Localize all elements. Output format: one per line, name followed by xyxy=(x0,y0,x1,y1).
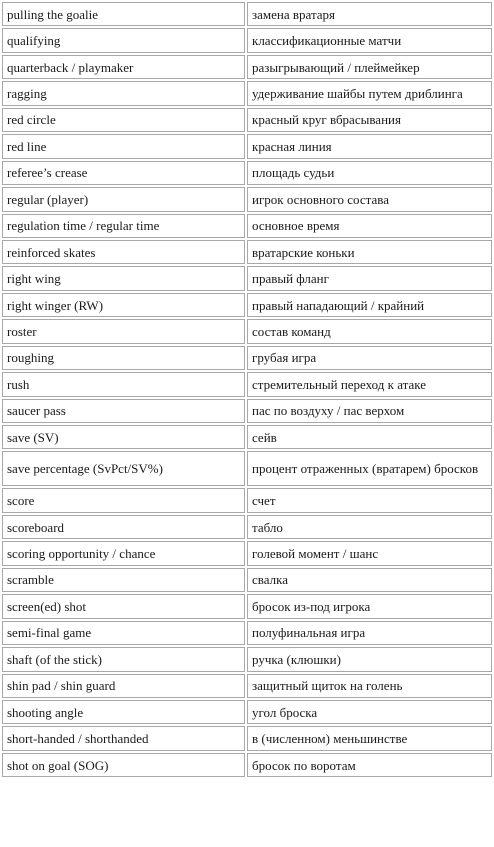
translation-cell: основное время xyxy=(247,214,492,238)
table-row xyxy=(2,319,492,343)
translation-cell: бросок по воротам xyxy=(247,753,492,777)
table-row xyxy=(2,568,492,592)
term-cell: reinforced skates xyxy=(2,240,245,264)
term-cell: referee’s crease xyxy=(2,161,245,185)
term-cell: short-handed / shorthanded xyxy=(2,726,245,750)
translation-cell: свалка xyxy=(247,568,492,592)
term-cell: shaft (of the stick) xyxy=(2,647,245,671)
translation-cell: игрок основного состава xyxy=(247,187,492,211)
translation-cell: угол броска xyxy=(247,700,492,724)
translation-cell: вратарские коньки xyxy=(247,240,492,264)
translation-cell: грубая игра xyxy=(247,346,492,370)
table-row xyxy=(2,541,492,565)
table-row xyxy=(2,240,492,264)
table-row xyxy=(2,346,492,370)
translation-cell: стремительный переход к атаке xyxy=(247,372,492,396)
table-row xyxy=(2,266,492,290)
term-cell: regular (player) xyxy=(2,187,245,211)
translation-cell: защитный щиток на голень xyxy=(247,674,492,698)
translation-cell: состав команд xyxy=(247,319,492,343)
translation-cell: бросок из-под игрока xyxy=(247,594,492,618)
translation-cell: ручка (клюшки) xyxy=(247,647,492,671)
term-cell: score xyxy=(2,488,245,512)
translation-cell: правый нападающий / крайний xyxy=(247,293,492,317)
term-cell: roster xyxy=(2,319,245,343)
translation-cell: площадь судьи xyxy=(247,161,492,185)
term-cell: pulling the goalie xyxy=(2,2,245,26)
table-row xyxy=(2,753,492,777)
term-cell: shot on goal (SOG) xyxy=(2,753,245,777)
table-row xyxy=(2,647,492,671)
term-cell: shin pad / shin guard xyxy=(2,674,245,698)
table-row xyxy=(2,134,492,158)
term-cell: save (SV) xyxy=(2,425,245,449)
term-cell: right winger (RW) xyxy=(2,293,245,317)
term-cell: saucer pass xyxy=(2,399,245,423)
translation-cell: разыгрывающий / плеймейкер xyxy=(247,55,492,79)
table-row xyxy=(2,161,492,185)
term-cell: quarterback / playmaker xyxy=(2,55,245,79)
term-cell: scoreboard xyxy=(2,515,245,539)
term-cell: scramble xyxy=(2,568,245,592)
term-cell: save percentage (SvPct/SV%) xyxy=(2,451,245,486)
translation-cell: пас по воздуху / пас верхом xyxy=(247,399,492,423)
table-row xyxy=(2,594,492,618)
term-cell: red circle xyxy=(2,108,245,132)
table-row xyxy=(2,28,492,52)
translation-cell: сейв xyxy=(247,425,492,449)
table-row xyxy=(2,55,492,79)
table-row xyxy=(2,451,492,486)
table-row xyxy=(2,700,492,724)
table-row xyxy=(2,293,492,317)
term-cell: roughing xyxy=(2,346,245,370)
translation-cell: полуфинальная игра xyxy=(247,621,492,645)
table-row xyxy=(2,488,492,512)
term-cell: right wing xyxy=(2,266,245,290)
translation-cell: классификационные матчи xyxy=(247,28,492,52)
table-row xyxy=(2,726,492,750)
table-row xyxy=(2,214,492,238)
table-row xyxy=(2,674,492,698)
table-row xyxy=(2,515,492,539)
translation-cell: в (численном) меньшинстве xyxy=(247,726,492,750)
term-cell: regulation time / regular time xyxy=(2,214,245,238)
translation-cell: красный круг вбрасывания xyxy=(247,108,492,132)
translation-cell: голевой момент / шанс xyxy=(247,541,492,565)
translation-cell: красная линия xyxy=(247,134,492,158)
term-cell: scoring opportunity / chance xyxy=(2,541,245,565)
translation-cell: замена вратаря xyxy=(247,2,492,26)
table-row xyxy=(2,81,492,105)
translation-cell: табло xyxy=(247,515,492,539)
glossary-body xyxy=(2,2,492,777)
term-cell: semi-final game xyxy=(2,621,245,645)
translation-cell: счет xyxy=(247,488,492,512)
table-row xyxy=(2,425,492,449)
translation-cell: процент отраженных (вратарем) бросков xyxy=(247,451,492,486)
term-cell: ragging xyxy=(2,81,245,105)
table-row xyxy=(2,372,492,396)
table-row xyxy=(2,621,492,645)
table-row xyxy=(2,399,492,423)
term-cell: qualifying xyxy=(2,28,245,52)
translation-cell: правый фланг xyxy=(247,266,492,290)
table-row xyxy=(2,108,492,132)
term-cell: shooting angle xyxy=(2,700,245,724)
term-cell: rush xyxy=(2,372,245,396)
term-cell: red line xyxy=(2,134,245,158)
term-cell: screen(ed) shot xyxy=(2,594,245,618)
translation-cell: удерживание шайбы путем дриблинга xyxy=(247,81,492,105)
table-row xyxy=(2,187,492,211)
table-row xyxy=(2,2,492,26)
